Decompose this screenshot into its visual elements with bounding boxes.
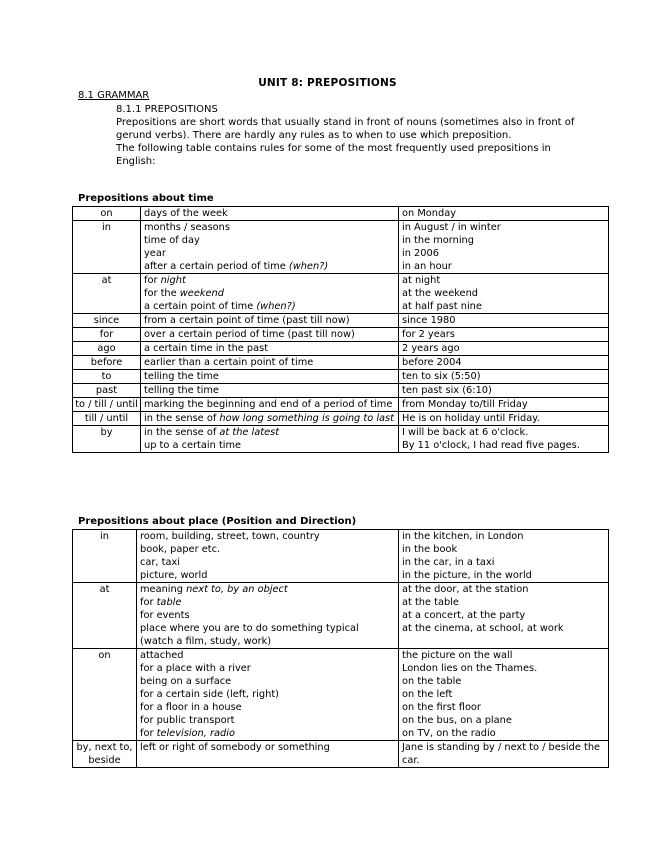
example-line: on the left xyxy=(402,689,453,700)
usage-line: picture, world xyxy=(140,570,208,581)
usage-cell xyxy=(141,314,399,328)
example-line: He is on holiday until Friday. xyxy=(402,413,540,424)
time-table-row xyxy=(73,221,609,274)
preposition-cell: by, next to, beside xyxy=(73,741,137,768)
example-line: on the bus, on a plane xyxy=(402,715,512,726)
usage-line: room, building, street, town, country xyxy=(140,531,320,542)
place-table-row xyxy=(73,583,609,649)
section-heading: 8.1 GRAMMAR xyxy=(78,90,150,101)
example-line: from Monday to/till Friday xyxy=(402,399,528,410)
example-cell xyxy=(399,221,609,274)
usage-line: marking the beginning and end of a period of time xyxy=(144,399,393,410)
usage-line: attached xyxy=(140,650,184,661)
usage-line: for table xyxy=(140,597,182,608)
usage-line: car, taxi xyxy=(140,557,181,568)
usage-line: in the sense of how long something is going to last xyxy=(144,413,394,424)
usage-line: over a certain period of time (past till now) xyxy=(144,329,355,340)
time-table-row xyxy=(73,426,609,453)
example-line: in an hour xyxy=(402,261,452,272)
subsection-heading: 8.1.1 PREPOSITIONS xyxy=(116,104,218,115)
example-line: in the car, in a taxi xyxy=(402,557,495,568)
example-line: 2 years ago xyxy=(402,343,460,354)
usage-cell xyxy=(141,426,399,453)
example-cell xyxy=(399,274,609,314)
example-line: on the table xyxy=(402,676,462,687)
example-line: on the first floor xyxy=(402,702,481,713)
usage-cell xyxy=(141,384,399,398)
usage-line: for a place with a river xyxy=(140,663,251,674)
time-prepositions-table xyxy=(72,206,609,453)
example-line: in the kitchen, in London xyxy=(402,531,524,542)
preposition-cell: since xyxy=(73,314,141,328)
preposition-cell: at xyxy=(73,583,137,649)
example-cell xyxy=(399,412,609,426)
example-line: Jane is standing by / next to / beside the car. xyxy=(402,742,601,766)
place-table-row xyxy=(73,649,609,741)
usage-cell xyxy=(137,530,399,583)
usage-line: place where you are to do something typical (watch a film, study, work) xyxy=(140,623,359,647)
usage-line: in the sense of at the latest xyxy=(144,427,280,438)
preposition-cell: for xyxy=(73,328,141,342)
place-table-heading: Prepositions about place (Position and Direction) xyxy=(78,516,357,527)
example-cell xyxy=(399,370,609,384)
usage-line: a certain time in the past xyxy=(144,343,269,354)
usage-line: for a certain side (left, right) xyxy=(140,689,279,700)
usage-line: for the weekend xyxy=(144,288,224,299)
usage-cell xyxy=(141,207,399,221)
example-line: ten past six (6:10) xyxy=(402,385,492,396)
time-table-heading: Prepositions about time xyxy=(78,193,214,204)
example-line: in the picture, in the world xyxy=(402,570,532,581)
usage-cell xyxy=(141,328,399,342)
intro-paragraph-1: Prepositions are short words that usually stand in front of nouns (sometimes also in front of gerund verbs). There are hardly any rules as to when to use which preposition. xyxy=(116,117,575,141)
usage-line: telling the time xyxy=(144,371,219,382)
usage-cell xyxy=(137,649,399,741)
time-table-row xyxy=(73,370,609,384)
preposition-cell: in xyxy=(73,530,137,583)
preposition-cell: till / until xyxy=(73,412,141,426)
time-table-row xyxy=(73,398,609,412)
usage-line: for events xyxy=(140,610,190,621)
example-line: at the weekend xyxy=(402,288,478,299)
example-cell xyxy=(399,426,609,453)
usage-line: year xyxy=(144,248,166,259)
place-table-row xyxy=(73,741,609,768)
example-line: I will be back at 6 o'clock. xyxy=(402,427,529,438)
usage-cell xyxy=(141,221,399,274)
preposition-cell: at xyxy=(73,274,141,314)
example-cell xyxy=(399,356,609,370)
example-line: on TV, on the radio xyxy=(402,728,496,739)
example-line: at half past nine xyxy=(402,301,482,312)
usage-line: for a floor in a house xyxy=(140,702,242,713)
time-table-row xyxy=(73,342,609,356)
example-cell xyxy=(399,384,609,398)
page-title: UNIT 8: PREPOSITIONS xyxy=(258,77,397,89)
example-line: at the table xyxy=(402,597,459,608)
intro-block xyxy=(116,103,586,168)
usage-line: meaning next to, by an object xyxy=(140,584,288,595)
example-line: at a concert, at the party xyxy=(402,610,526,621)
preposition-cell: in xyxy=(73,221,141,274)
usage-line: after a certain period of time (when?) xyxy=(144,261,329,272)
example-cell xyxy=(399,314,609,328)
example-cell xyxy=(399,649,609,741)
usage-line: days of the week xyxy=(144,208,228,219)
time-table-row xyxy=(73,274,609,314)
time-table-row xyxy=(73,412,609,426)
example-cell xyxy=(399,328,609,342)
usage-cell xyxy=(137,583,399,649)
example-cell xyxy=(399,583,609,649)
usage-cell xyxy=(141,274,399,314)
usage-line: being on a surface xyxy=(140,676,232,687)
example-line: in the morning xyxy=(402,235,474,246)
example-line: in the book xyxy=(402,544,458,555)
preposition-cell: by xyxy=(73,426,141,453)
time-table-row xyxy=(73,314,609,328)
usage-line: book, paper etc. xyxy=(140,544,221,555)
example-line: in August / in winter xyxy=(402,222,501,233)
example-cell xyxy=(399,207,609,221)
place-table-row xyxy=(73,530,609,583)
place-prepositions-table xyxy=(72,529,609,768)
example-line: for 2 years xyxy=(402,329,455,340)
usage-line: months / seasons xyxy=(144,222,230,233)
preposition-cell: past xyxy=(73,384,141,398)
usage-cell xyxy=(141,398,399,412)
usage-cell xyxy=(141,370,399,384)
example-line: at night xyxy=(402,275,441,286)
example-line: at the door, at the station xyxy=(402,584,529,595)
preposition-cell: to xyxy=(73,370,141,384)
example-line: By 11 o'clock, I had read five pages. xyxy=(402,440,580,451)
example-cell xyxy=(399,398,609,412)
example-cell xyxy=(399,530,609,583)
usage-cell xyxy=(141,342,399,356)
example-line: the picture on the wall xyxy=(402,650,513,661)
usage-line: telling the time xyxy=(144,385,219,396)
example-line: London lies on the Thames. xyxy=(402,663,538,674)
usage-line: up to a certain time xyxy=(144,440,242,451)
time-table-row xyxy=(73,384,609,398)
usage-line: time of day xyxy=(144,235,200,246)
example-cell xyxy=(399,741,609,768)
preposition-cell: to / till / until xyxy=(73,398,141,412)
usage-cell xyxy=(137,741,399,768)
time-table-row xyxy=(73,328,609,342)
example-line: on Monday xyxy=(402,208,456,219)
preposition-cell: ago xyxy=(73,342,141,356)
example-line: before 2004 xyxy=(402,357,462,368)
time-table-row xyxy=(73,207,609,221)
usage-cell xyxy=(141,356,399,370)
usage-line: a certain point of time (when?) xyxy=(144,301,296,312)
example-line: since 1980 xyxy=(402,315,456,326)
example-line: at the cinema, at school, at work xyxy=(402,623,564,634)
usage-line: for television, radio xyxy=(140,728,235,739)
usage-cell xyxy=(141,412,399,426)
example-line: ten to six (5:50) xyxy=(402,371,481,382)
usage-line: left or right of somebody or something xyxy=(140,742,330,753)
preposition-cell: on xyxy=(73,649,137,741)
usage-line: for public transport xyxy=(140,715,235,726)
intro-paragraph-2: The following table contains rules for some of the most frequently used prepositions in English: xyxy=(116,143,551,167)
example-cell xyxy=(399,342,609,356)
usage-line: from a certain point of time (past till now) xyxy=(144,315,350,326)
preposition-cell: before xyxy=(73,356,141,370)
usage-line: earlier than a certain point of time xyxy=(144,357,314,368)
preposition-cell: on xyxy=(73,207,141,221)
usage-line: for night xyxy=(144,275,186,286)
example-line: in 2006 xyxy=(402,248,439,259)
time-table-row xyxy=(73,356,609,370)
